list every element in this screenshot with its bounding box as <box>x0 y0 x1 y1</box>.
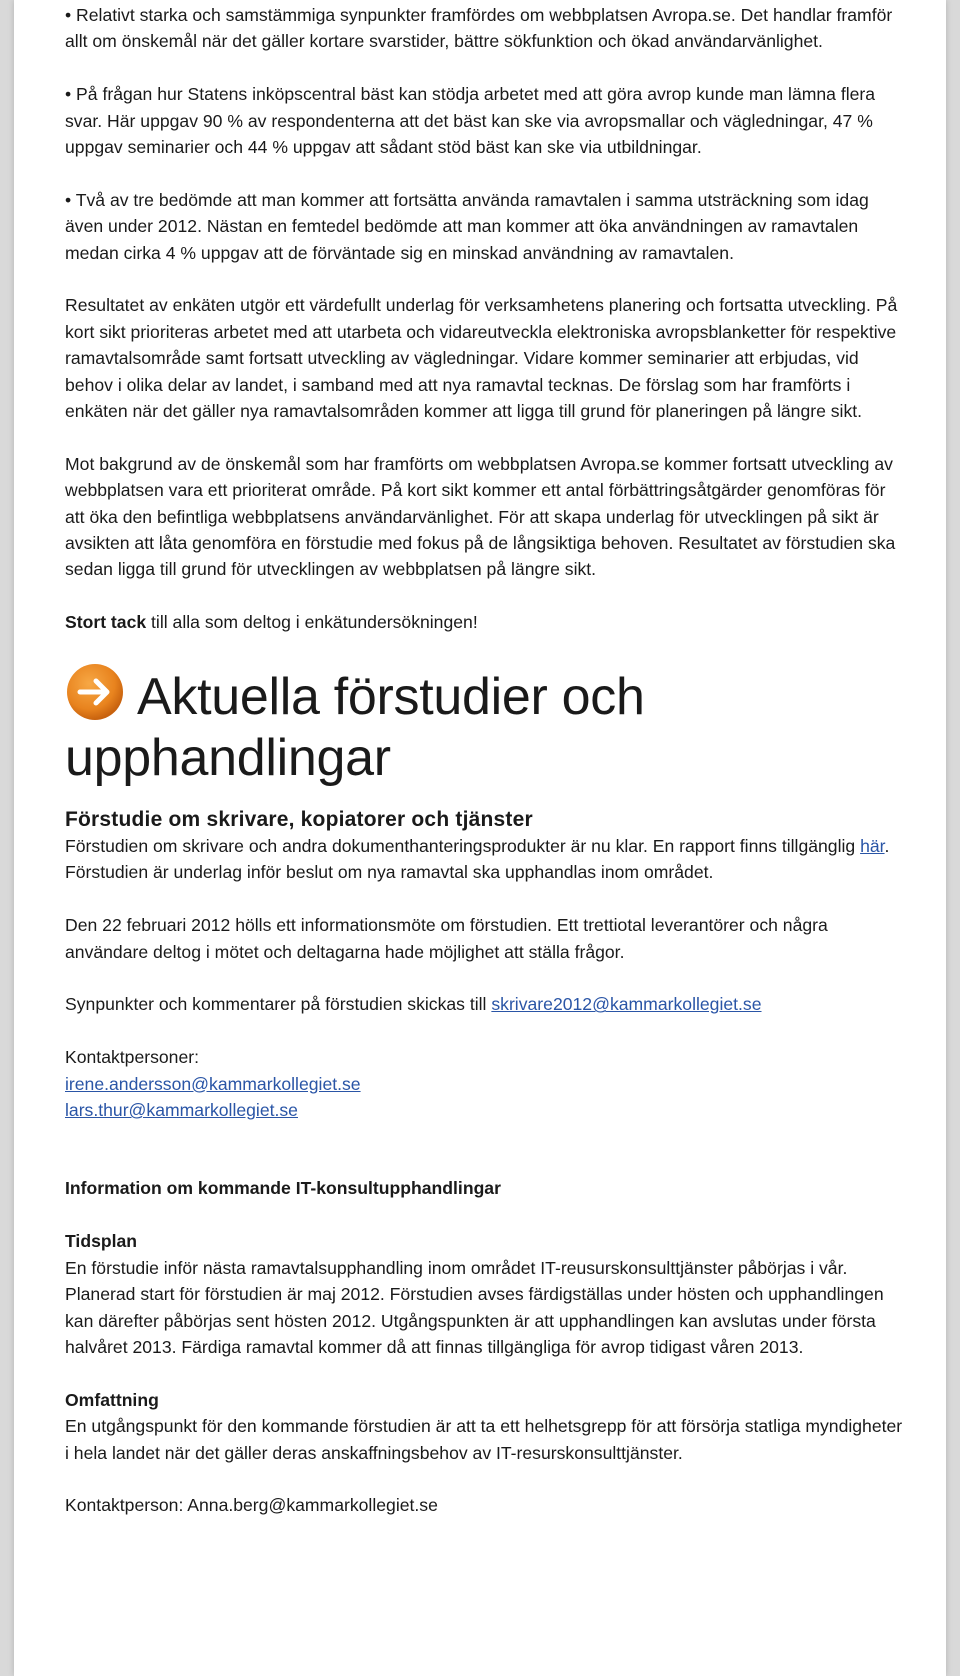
study-intro-before: Förstudien om skrivare och andra dokumenthanteringsprodukter är nu klar. En rapport finns tillgänglig <box>65 836 861 857</box>
thanks-rest: till alla som deltog i enkätundersökningen! <box>146 612 478 633</box>
bullet-websites: • Relativt starka och samstämmiga synpunkter framfördes om webbplatsen Avropa.se. Det handlar framför allt om önskemål när det gäller kortare svarstider, bättre sökfunktion och ökad användarvänlighet. <box>65 5 893 52</box>
contact-email-link[interactable]: irene.andersson@kammarkollegiet.se <box>65 1073 361 1094</box>
meeting-paragraph: Den 22 februari 2012 hölls ett informationsmöte om förstudien. Ett trettiotal leverantörer och några användare deltog i mötet och deltagarna hade möjlighet att ställa frågor. <box>65 915 828 962</box>
it-contact: Kontaktperson: Anna.berg@kammarkollegiet.se <box>65 1495 438 1516</box>
thanks-bold: Stort tack <box>65 612 147 633</box>
thanks-line <box>65 609 905 635</box>
contact-irene <box>65 1071 905 1097</box>
scope-text: En utgångspunkt för den kommande förstudien är att ta ett helhetsgrepp för att försörja statliga myndigheter i hela landet när det gäller deras anskaffningsbehov av IT-resurskonsulttjänster. <box>65 1416 903 1463</box>
report-link[interactable]: här <box>860 836 885 857</box>
comments-email-link[interactable]: skrivare2012@kammarkollegiet.se <box>491 994 762 1015</box>
bullet-usage: • Två av tre bedömde att man kommer att fortsätta använda ramavtalen i samma utsträckning som idag även under 2012. Nästan en femtedel bedömde att man kommer att öka användningen av ramavtalen medan cirka 4 % uppgav att de förväntade sig en minskad användning av ramavtalen. <box>65 189 869 263</box>
arrow-right-circle-icon <box>65 662 125 722</box>
newsletter-page <box>14 0 946 1676</box>
it-title: Information om kommande IT-konsultupphandlingar <box>65 1178 501 1199</box>
contact-lars <box>65 1097 905 1123</box>
study-intro-after: . Förstudien är underlag inför beslut om nya ramavtal ska upphandlas inom området. <box>65 836 890 883</box>
section-heading-text: Aktuella förstudier och upphandlingar <box>65 668 645 788</box>
comments-text: Synpunkter och kommentarer på förstudien skickas till <box>65 994 492 1015</box>
result-paragraph: Resultatet av enkäten utgör ett värdefullt underlag för verksamhetens planering och fortsatta utveckling. På kort sikt prioriteras arbetet med att utarbeta och vidareutveckla elektroniska avropsblanketter för respektive ramavtalsområde samt fortsatt utveckling av vägledningar. Vidare kommer seminarier att erbjudas, vid behov i olika delar av landet, i samband med att nya ramavtal tecknas. De förslag som har framförts i enkäten när det gäller nya ramavtalsområden kommer att ligga till grund för planeringen på längre sikt. <box>65 295 898 422</box>
schedule-label: Tidsplan <box>65 1231 138 1252</box>
section-heading <box>65 662 905 789</box>
study-title: Förstudie om skrivare, kopiatorer och tjänster <box>65 808 533 832</box>
bullet-support: • På frågan hur Statens inköpscentral bäst kan stödja arbetet med att göra avrop kunde man lämna flera svar. Här uppgav 90 % av respondenterna att det bäst kan ske via avropsmallar och vägledningar, 47 % uppgav seminarier och 44 % uppgav att sådant stöd bäst kan ske via utbildningar. <box>65 84 876 158</box>
newsletter-content <box>65 2 905 1519</box>
contact-email-link[interactable]: lars.thur@kammarkollegiet.se <box>65 1100 298 1121</box>
scope-label: Omfattning <box>65 1389 159 1410</box>
comments-paragraph <box>65 991 905 1017</box>
schedule-text: En förstudie inför nästa ramavtalsupphandling inom området IT-reusurskonsulttjänster påbörjas i vår. Planerad start för förstudien är maj 2012. Förstudien avses färdigställas under hösten och upphandlingen kan därefter påbörjas sent hösten 2012. Utgångspunkten är att upphandlingen kan avslutas under första halvåret 2013. Färdiga ramavtal kommer då att finnas tillgängliga för avrop tidigast våren 2013. <box>65 1257 884 1357</box>
contacts-label: Kontaktpersoner: <box>65 1047 199 1068</box>
web-paragraph: Mot bakgrund av de önskemål som har framförts om webbplatsen Avropa.se kommer fortsatt utveckling av webbplatsen vara ett prioriterat område. På kort sikt kommer ett antal förbättringsåtgärder genomföras för att öka den befintliga webbplatsens användarvänlighet. För att skapa underlag för utvecklingen på sikt är avsikten att låta genomföra en förstudie med fokus på de långsiktiga behoven. Resultatet av förstudien ska sedan ligga till grund för utvecklingen av webbplatsen på längre sikt. <box>65 453 896 580</box>
study-intro <box>65 833 905 886</box>
